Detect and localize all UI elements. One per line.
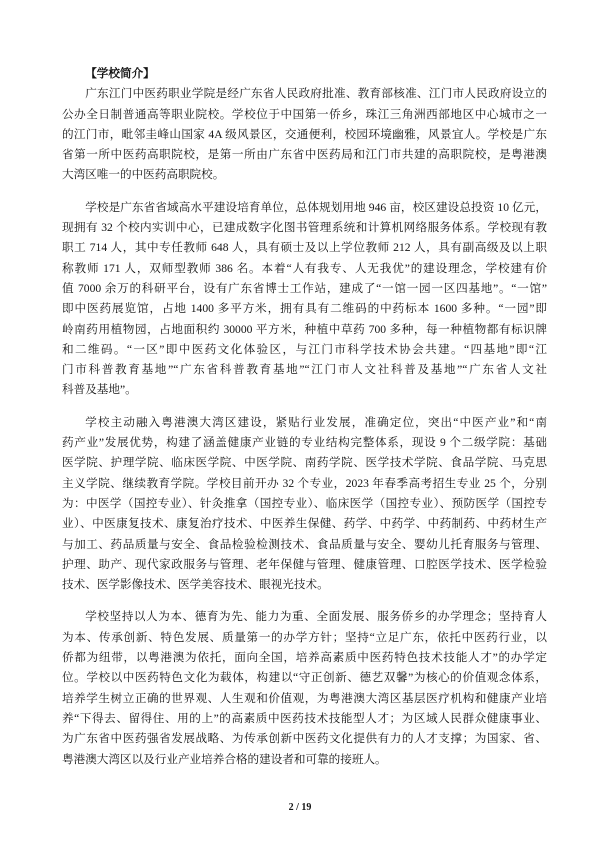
text-line: 技术、医学影像技术、医学美容技术、眼视光技术。 (62, 578, 329, 592)
text-line: 侨都为纽带，以粤港澳为依托，面向全国，培养高素质中医药特色技术技能人才”的办学定 (62, 651, 547, 665)
text-line: 为本、传承创新、特色发展、质量第一的办学方针；坚持“立足广东，依托中医药行业，以 (62, 630, 547, 644)
paragraph-programs (62, 413, 547, 596)
text-line: 药产业”发展优势，构建了涵盖健康产业链的专业结构完整体系，现设 9 个二级学院：基础 (62, 436, 547, 450)
text-line: 主义学院、继续教育学院。学校目前开办 32 个专业，2023 年春季高考招生专业 25 个，分别 (62, 476, 547, 490)
text-line: 门市科普教育基地”“广东省科普教育基地”“江门市人文社科普及基地”“广东省人文社 (62, 363, 547, 377)
text-line: 养“下得去、留得住、用的上”的高素质中医药技术技能型人才；为区域人民群众健康事业、 (62, 711, 547, 725)
text-line: 学校是广东省省域高水平建设培育单位，总体规划用地 946 亩，校区建设总投资 10 亿元， (85, 200, 547, 214)
text-line: 省第一所中医药高职院校，是第一所由广东省中医药局和江门市共建的高职院校，是粤港澳 (62, 148, 547, 162)
text-line: 位。学校以中医药特色文化为载体，构建以“守正创新、德艺双馨”为核心的价值观念体系， (62, 671, 547, 685)
text-line: 培养学生树立正确的世界观、人生观和价值观，为粤港澳大湾区基层医疗机构和健康产业培 (62, 691, 547, 705)
text-line: 科普及基地”。 (62, 383, 137, 397)
text-line: 即中医药展览馆，占地 1400 多平方米，拥有具有二维码的中药标本 1600 多种。“一园”即 (62, 302, 547, 316)
text-line: 现拥有 32 个校内实训中心，已建成数字化图书管理系统和计算机网络服务体系。学校现有教 (62, 221, 547, 235)
text-line: 医学院、护理学院、临床医学院、中医学院、南药学院、医学技术学院、食品学院、马克思 (62, 456, 547, 470)
text-line: 的江门市，毗邻圭峰山国家 4A 级风景区，交通便利，校园环境幽雅，风景宜人。学校是广东 (62, 127, 547, 141)
text-line: 和二维码。“一区”即中医药文化体验区，与江门市科学技术协会共建。“四基地”即“江 (62, 342, 547, 356)
text-line: 大湾区唯一的中医药高职院校。 (62, 168, 225, 182)
text-line: 为广东省中医药强省发展战略、为传承创新中医药文化提供有力的人才支撑；为国家、省、 (62, 732, 547, 746)
text-line: 职工 714 人，其中专任教师 648 人，具有硕士及以上学位教师 212 人，具有副高级及以上职 (62, 241, 547, 255)
page-number: 2 / 19 (288, 802, 312, 813)
text-line: 学校坚持以人为本、德育为先、能力为重、全面发展、服务侨乡的办学理念；坚持育人 (85, 610, 547, 624)
section-heading: 【学校简介】 (85, 67, 155, 80)
text-line: 公办全日制普通高等职业院校。学校位于中国第一侨乡，珠江三角洲西部地区中心城市之一 (62, 107, 547, 121)
text-line: 学校主动融入粤港澳大湾区建设，紧贴行业发展，准确定位，突出“中医产业”和“南 (85, 415, 547, 429)
text-line: 护理、助产、现代家政服务与管理、老年保健与管理、健康管理、口腔医学技术、医学检验 (62, 557, 547, 571)
paragraph-facilities (62, 198, 547, 401)
text-line: 广东江门中医药职业学院是经广东省人民政府批准、教育部核准、江门市人民政府设立的 (85, 87, 547, 101)
text-line: 值 7000 余万的科研平台，设有广东省博士工作站，建成了“一馆一园一区四基地”。“一馆” (62, 281, 547, 295)
text-line: 为：中医学（国控专业）、针灸推拿（国控专业）、临床医学（国控专业）、预防医学（国控专 (62, 496, 547, 510)
document-body (62, 64, 547, 770)
text-line: 称教师 171 人，双师型教师 386 名。本着“人有我专、人无我优”的建设理念，学校建有价 (62, 261, 547, 275)
text-line: 与加工、药品质量与安全、食品检验检测技术、食品质量与安全、婴幼儿托育服务与管理、 (62, 537, 547, 551)
text-line: 粤港澳大湾区以及行业产业培养合格的建设者和可靠的接班人。 (62, 752, 387, 766)
paragraph-overview (62, 84, 547, 185)
text-line: 业）、中医康复技术、康复治疗技术、中医养生保健、药学、中药学、中药制药、中药材生产 (62, 517, 547, 531)
paragraph-philosophy (62, 607, 547, 769)
text-line: 岭南药用植物园，占地面积约 30000 平方米，种植中草药 700 多种，每一种植物都有标识牌 (62, 322, 547, 336)
